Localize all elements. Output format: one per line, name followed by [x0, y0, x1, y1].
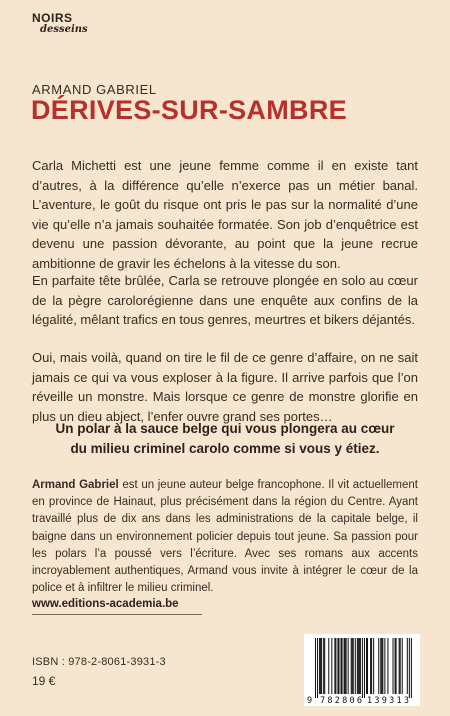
barcode-bar [359, 638, 360, 694]
barcode-bar [335, 638, 336, 694]
barcode-bar [409, 638, 410, 698]
barcode-right-group: 139313 [367, 696, 409, 706]
barcode-bars [315, 638, 412, 698]
barcode-bar [331, 638, 332, 694]
barcode-bar [355, 638, 356, 694]
barcode-bar [362, 638, 363, 698]
publisher-website: www.editions-academia.be [32, 598, 179, 610]
bio-author-name: Armand Gabriel [32, 479, 119, 491]
barcode-bar [384, 638, 385, 694]
price: 19 € [32, 674, 56, 688]
barcode-left-group: 782806 [320, 696, 362, 706]
barcode-bar [411, 638, 412, 698]
publisher-collection: desseins [40, 24, 88, 35]
barcode-bar [378, 638, 379, 694]
website-underline [32, 614, 202, 615]
book-title: DÉRIVES-SUR-SAMBRE [31, 95, 347, 125]
barcode-bar [371, 638, 372, 694]
barcode-bar [334, 638, 335, 694]
tagline [32, 419, 418, 459]
bio-text: est un jeune auteur belge francophone. Il vit actuellement en province de Hainaut, plus précisément dans la région du Centre. Ayant travaillé plus de dix ans dans les administrations de la capitale belge, il baigne dans un environnement policier depuis tout jeune. Sa passion pour les polars l’a poussé vers l’écriture. Avec ses romans aux accents incroyablement authentiques, Armand vous invite à intégrer le cœur de la police et à infiltrer le milieu criminel. [32, 479, 418, 595]
summary-paragraph-1: Carla Michetti est une jeune femme comme il en existe tant d’autres, à la différence qu’elle n’exerce pas un métier banal. L’aventure, le goût du risque ont pris le pas sur la normalité d’une vie qu’elle n’a jamais souhaitée formatée. Son job d’enquêtrice est devenu une passion dévorante, au point que la jeune recrue ambitionne de gravir les échelons à la vitesse du son. [32, 158, 418, 271]
barcode-bar [366, 638, 367, 694]
author-bio [32, 477, 418, 597]
barcode-graphic [304, 634, 420, 706]
barcode-bar [344, 638, 345, 694]
tagline-line-1: Un polar à la sauce belge qui vous plongera au cœur [55, 421, 395, 436]
barcode-bar [360, 638, 361, 694]
summary-paragraph-3: Oui, mais voilà, quand on tire le fil de ce genre d’affaire, on ne sait jamais ce qui va vous exploser à la figure. Il arrive parfois que l’on réveille un monstre. Mais lorsque ce genre de monstre glorifie en plus un dieu abject, l’enfer ouvre grand ses portes… [32, 350, 418, 424]
barcode-bar [324, 638, 325, 694]
barcode-bar [393, 638, 394, 694]
barcode-bar [317, 638, 318, 698]
barcode-bar [321, 638, 322, 694]
barcode-bar [320, 638, 321, 694]
barcode-bar [342, 638, 343, 694]
barcode-bar [353, 638, 354, 694]
barcode-bar [358, 638, 359, 694]
barcode-bar [338, 638, 339, 694]
barcode-bar [319, 638, 320, 694]
barcode-bar [400, 638, 401, 694]
barcode-bar [328, 638, 329, 694]
barcode-bar [341, 638, 342, 694]
barcode-bar [370, 638, 371, 694]
barcode-bar [357, 638, 358, 694]
barcode-bar [346, 638, 347, 694]
tagline-line-2: du milieu criminel carolo comme si vous y étiez. [70, 441, 380, 456]
barcode-bar [352, 638, 353, 694]
barcode-first-digit: 9 [307, 696, 313, 706]
barcode-bar [337, 638, 338, 694]
barcode-bar [367, 638, 368, 694]
barcode-bar [345, 638, 346, 694]
barcode-bar [323, 638, 324, 694]
barcode-bar [396, 638, 397, 694]
summary-paragraph-2: En parfaite tête brûlée, Carla se retrouve plongée en solo au cœur de la pègre carolorégienne dans une enquête aux confins de la légalité, mêlant trafics en tous genres, meurtres et bikers déjantés. [32, 273, 418, 327]
barcode-bar [351, 638, 352, 694]
barcode-bar [399, 638, 400, 694]
barcode-bar [407, 638, 408, 694]
publisher-logo [32, 12, 112, 35]
isbn: ISBN : 978-2-8061-3931-3 [32, 656, 166, 668]
barcode-bar [387, 638, 388, 694]
publisher-name: NOIRS [32, 11, 73, 25]
barcode-bar [380, 638, 381, 694]
barcode-bar [364, 638, 365, 698]
barcode-bar [315, 638, 316, 698]
barcode [304, 634, 420, 706]
barcode-bar [373, 638, 374, 694]
barcode-bar [402, 638, 403, 694]
barcode-bar [348, 638, 349, 694]
barcode-bar [382, 638, 383, 694]
barcode-bar [395, 638, 396, 694]
barcode-bar [381, 638, 382, 694]
author-name: ARMAND GABRIEL [32, 82, 157, 97]
